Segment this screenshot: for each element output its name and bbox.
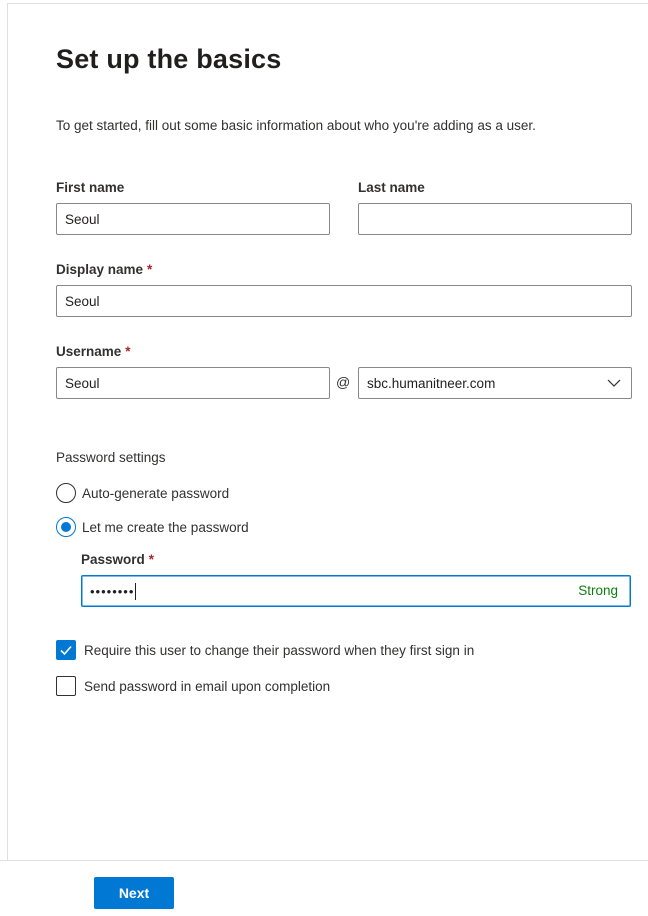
next-button[interactable]: Next bbox=[94, 877, 174, 909]
send-password-email-option[interactable] bbox=[56, 676, 330, 696]
username-value: Seoul bbox=[65, 375, 100, 391]
last-name-field[interactable] bbox=[358, 203, 632, 235]
first-name-label: First name bbox=[56, 180, 125, 195]
require-password-change-label: Require this user to change their password when they first sign in bbox=[84, 642, 475, 658]
send-password-email-label: Send password in email upon completion bbox=[84, 678, 331, 694]
footer-divider bbox=[0, 860, 648, 861]
required-marker: * bbox=[148, 552, 155, 567]
password-settings-title: Password settings bbox=[56, 450, 166, 465]
chevron-down-icon bbox=[607, 376, 621, 390]
page-title: Set up the basics bbox=[56, 44, 282, 74]
radio-unselected-icon[interactable] bbox=[56, 483, 76, 503]
required-marker: * bbox=[147, 262, 153, 277]
username-field[interactable] bbox=[56, 367, 330, 399]
create-password-option[interactable] bbox=[56, 517, 249, 537]
create-password-label: Let me create the password bbox=[82, 519, 249, 535]
text-cursor bbox=[135, 583, 136, 600]
last-name-label: Last name bbox=[358, 180, 425, 195]
domain-dropdown[interactable] bbox=[358, 367, 632, 399]
auto-generate-password-label: Auto-generate password bbox=[82, 485, 230, 501]
checkbox-unchecked-icon[interactable] bbox=[56, 676, 76, 696]
at-sign: @ bbox=[336, 374, 351, 390]
password-masked-value: •••••••• bbox=[90, 583, 135, 599]
password-strength-indicator: Strong bbox=[578, 583, 618, 598]
password-field[interactable] bbox=[81, 575, 631, 607]
display-name-label: Display name * bbox=[56, 262, 153, 277]
display-name-field[interactable] bbox=[56, 285, 632, 317]
page-intro: To get started, fill out some basic information about who you're adding as a user. bbox=[56, 118, 536, 133]
require-password-change-option[interactable] bbox=[56, 640, 474, 660]
display-name-value: Seoul bbox=[65, 293, 100, 309]
password-label: Password * bbox=[81, 552, 155, 567]
first-name-field[interactable] bbox=[56, 203, 330, 235]
radio-selected-icon[interactable] bbox=[56, 517, 76, 537]
required-marker: * bbox=[125, 344, 131, 359]
checkbox-checked-icon[interactable] bbox=[56, 640, 76, 660]
username-label: Username * bbox=[56, 344, 131, 359]
domain-value: sbc.humanitneer.com bbox=[367, 375, 496, 391]
auto-generate-password-option[interactable] bbox=[56, 483, 229, 503]
first-name-value: Seoul bbox=[65, 211, 100, 227]
